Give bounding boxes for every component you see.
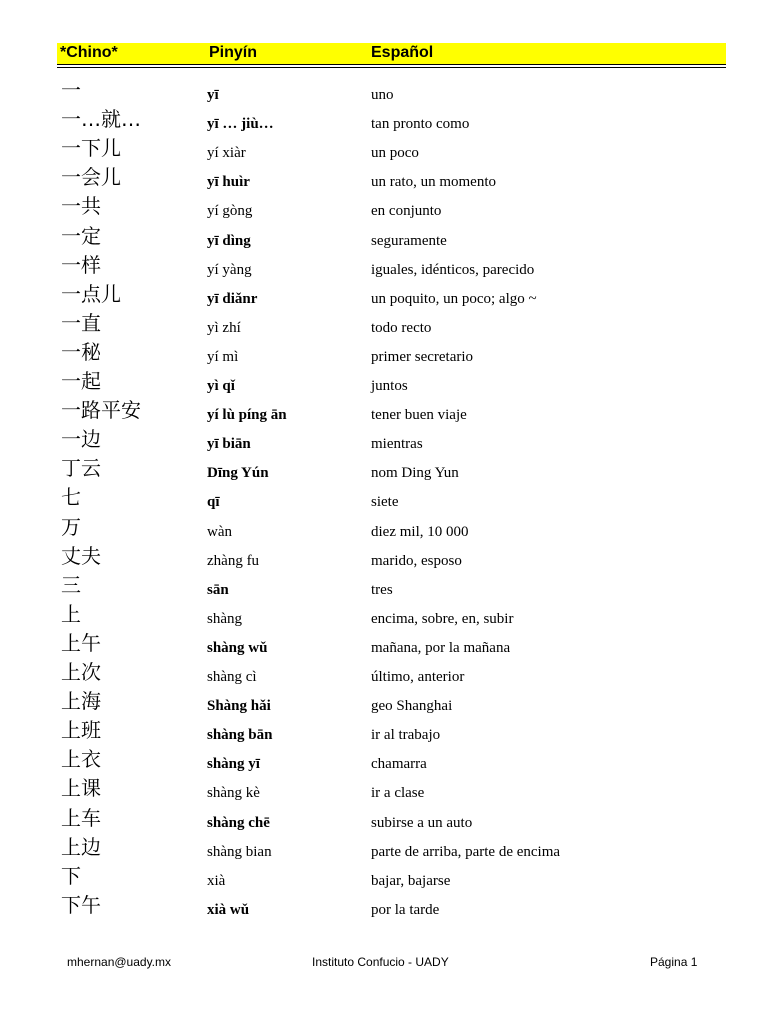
- espanol-cell: un rato, un momento: [371, 174, 496, 191]
- hanzi-cell: 万: [61, 514, 81, 539]
- table-row: [0, 455, 768, 484]
- table-row: [0, 77, 768, 106]
- espanol-cell: siete: [371, 494, 399, 511]
- hanzi-cell: 一样: [61, 252, 101, 277]
- hanzi-cell: 一秘: [61, 339, 101, 364]
- espanol-cell: iguales, idénticos, parecido: [371, 261, 535, 278]
- pinyin-cell: Dīng Yún: [207, 465, 269, 482]
- hanzi-cell: 上海: [61, 689, 101, 714]
- espanol-cell: uno: [371, 87, 394, 103]
- espanol-cell: diez mil, 10 000: [371, 523, 469, 540]
- pinyin-cell: shàng bian: [207, 843, 272, 860]
- espanol-cell: un poco: [371, 145, 419, 162]
- espanol-cell: nom Ding Yun: [371, 465, 459, 482]
- table-row: [0, 164, 768, 193]
- espanol-cell: tener buen viaje: [371, 407, 467, 424]
- header-pinyin: Pinyín: [209, 44, 258, 61]
- pinyin-cell: yī huìr: [207, 174, 250, 191]
- hanzi-cell: 上车: [61, 805, 101, 830]
- pinyin-cell: yí xiàr: [207, 145, 246, 162]
- pinyin-cell: shàng cì: [207, 669, 257, 685]
- table-row: [0, 863, 768, 892]
- table-row: [0, 543, 768, 572]
- table-row: [0, 223, 768, 252]
- espanol-cell: bajar, bajarse: [371, 872, 451, 889]
- hanzi-cell: 丈夫: [61, 543, 101, 568]
- footer-email: mhernan@uady.mx: [67, 955, 172, 969]
- pinyin-cell: shàng bān: [207, 727, 273, 744]
- footer-institute: Instituto Confucio - UADY: [312, 955, 449, 969]
- espanol-cell: tan pronto como: [371, 116, 470, 133]
- hanzi-cell: 一…就…: [61, 107, 141, 132]
- pinyin-cell: shàng chē: [207, 814, 270, 831]
- pinyin-cell: shàng kè: [207, 785, 260, 802]
- table-row: [0, 572, 768, 601]
- header-double-rule: [57, 67, 726, 68]
- table-row: [0, 775, 768, 804]
- table-row: [0, 339, 768, 368]
- espanol-cell: ir al trabajo: [371, 727, 441, 744]
- espanol-cell: marido, esposo: [371, 552, 462, 569]
- table-row: [0, 717, 768, 746]
- hanzi-cell: 一边: [61, 427, 101, 452]
- hanzi-cell: 一下儿: [61, 136, 121, 161]
- hanzi-cell: 下: [61, 863, 81, 888]
- pinyin-cell: shàng wǔ: [207, 639, 268, 656]
- espanol-cell: todo recto: [371, 319, 432, 336]
- hanzi-cell: 一路平安: [61, 398, 141, 423]
- table-row: [0, 630, 768, 659]
- pinyin-cell: yī: [207, 87, 219, 103]
- pinyin-cell: Shàng hǎi: [207, 698, 271, 715]
- footer-page-number: Página 1: [650, 955, 698, 969]
- espanol-cell: geo Shanghai: [371, 698, 453, 715]
- hanzi-cell: 一: [61, 78, 81, 102]
- espanol-cell: en conjunto: [371, 203, 442, 220]
- pinyin-cell: yí gòng: [207, 203, 253, 220]
- hanzi-cell: 一直: [61, 310, 101, 335]
- espanol-cell: último, anterior: [371, 669, 465, 685]
- pinyin-cell: zhàng fu: [207, 552, 260, 569]
- espanol-cell: parte de arriba, parte de encima: [371, 843, 561, 860]
- pinyin-cell: shàng: [207, 610, 242, 627]
- hanzi-cell: 七: [61, 485, 81, 510]
- table-row: [0, 252, 768, 281]
- table-row: [0, 281, 768, 310]
- pinyin-cell: yì qǐ: [207, 378, 235, 394]
- espanol-cell: mientras: [371, 436, 423, 453]
- pinyin-cell: yì zhí: [207, 319, 241, 336]
- pinyin-cell: xià wǔ: [207, 901, 250, 918]
- espanol-cell: primer secretario: [371, 348, 474, 365]
- espanol-cell: juntos: [371, 378, 408, 394]
- hanzi-cell: 下午: [61, 892, 101, 917]
- hanzi-cell: 上次: [61, 660, 101, 684]
- espanol-cell: ir a clase: [371, 785, 425, 802]
- hanzi-cell: 丁云: [61, 456, 101, 481]
- espanol-cell: mañana, por la mañana: [371, 639, 511, 656]
- table-row: [0, 746, 768, 775]
- table-row: [0, 834, 768, 863]
- pinyin-cell: sān: [207, 581, 229, 598]
- table-row: [0, 805, 768, 834]
- table-row: [0, 426, 768, 455]
- hanzi-cell: 一共: [61, 194, 101, 219]
- pinyin-cell: wàn: [207, 523, 232, 540]
- hanzi-cell: 上边: [61, 834, 101, 859]
- table-row: [0, 514, 768, 543]
- pinyin-cell: yí yàng: [207, 261, 252, 278]
- hanzi-cell: 上课: [61, 776, 101, 801]
- hanzi-cell: 一会儿: [61, 165, 121, 190]
- table-row: [0, 688, 768, 717]
- table-row: [0, 310, 768, 339]
- pinyin-cell: yī biān: [207, 436, 251, 453]
- espanol-cell: un poquito, un poco; algo ~: [371, 290, 537, 307]
- hanzi-cell: 上: [61, 601, 81, 626]
- pinyin-cell: yí lù píng ān: [207, 407, 287, 424]
- hanzi-cell: 一点儿: [61, 281, 121, 306]
- table-row: [0, 135, 768, 164]
- header-chino: *Chino*: [60, 44, 118, 61]
- hanzi-cell: 上衣: [61, 747, 101, 772]
- hanzi-cell: 三: [61, 572, 81, 597]
- table-row: [0, 892, 768, 921]
- table-header: [57, 43, 726, 65]
- espanol-cell: subirse a un auto: [371, 814, 473, 831]
- espanol-cell: encima, sobre, en, subir: [371, 610, 514, 627]
- table-row: [0, 484, 768, 513]
- espanol-cell: chamarra: [371, 756, 427, 773]
- pinyin-cell: yī diǎnr: [207, 290, 258, 307]
- espanol-cell: seguramente: [371, 232, 447, 249]
- hanzi-cell: 上午: [61, 630, 101, 655]
- table-row: [0, 659, 768, 688]
- espanol-cell: tres: [371, 581, 393, 598]
- pinyin-cell: yī … jiù…: [207, 116, 274, 133]
- pinyin-cell: yī dìng: [207, 232, 251, 249]
- table-row: [0, 193, 768, 222]
- pinyin-cell: yí mì: [207, 348, 239, 365]
- table-row: [0, 368, 768, 397]
- table-row: [0, 106, 768, 135]
- table-row: [0, 397, 768, 426]
- pinyin-cell: xià: [207, 872, 226, 889]
- pinyin-cell: shàng yī: [207, 756, 260, 773]
- pinyin-cell: qī: [207, 494, 220, 511]
- header-espanol: Español: [371, 44, 434, 61]
- table-row: [0, 601, 768, 630]
- hanzi-cell: 上班: [61, 718, 101, 743]
- espanol-cell: por la tarde: [371, 901, 440, 918]
- hanzi-cell: 一起: [61, 369, 101, 393]
- hanzi-cell: 一定: [61, 223, 101, 248]
